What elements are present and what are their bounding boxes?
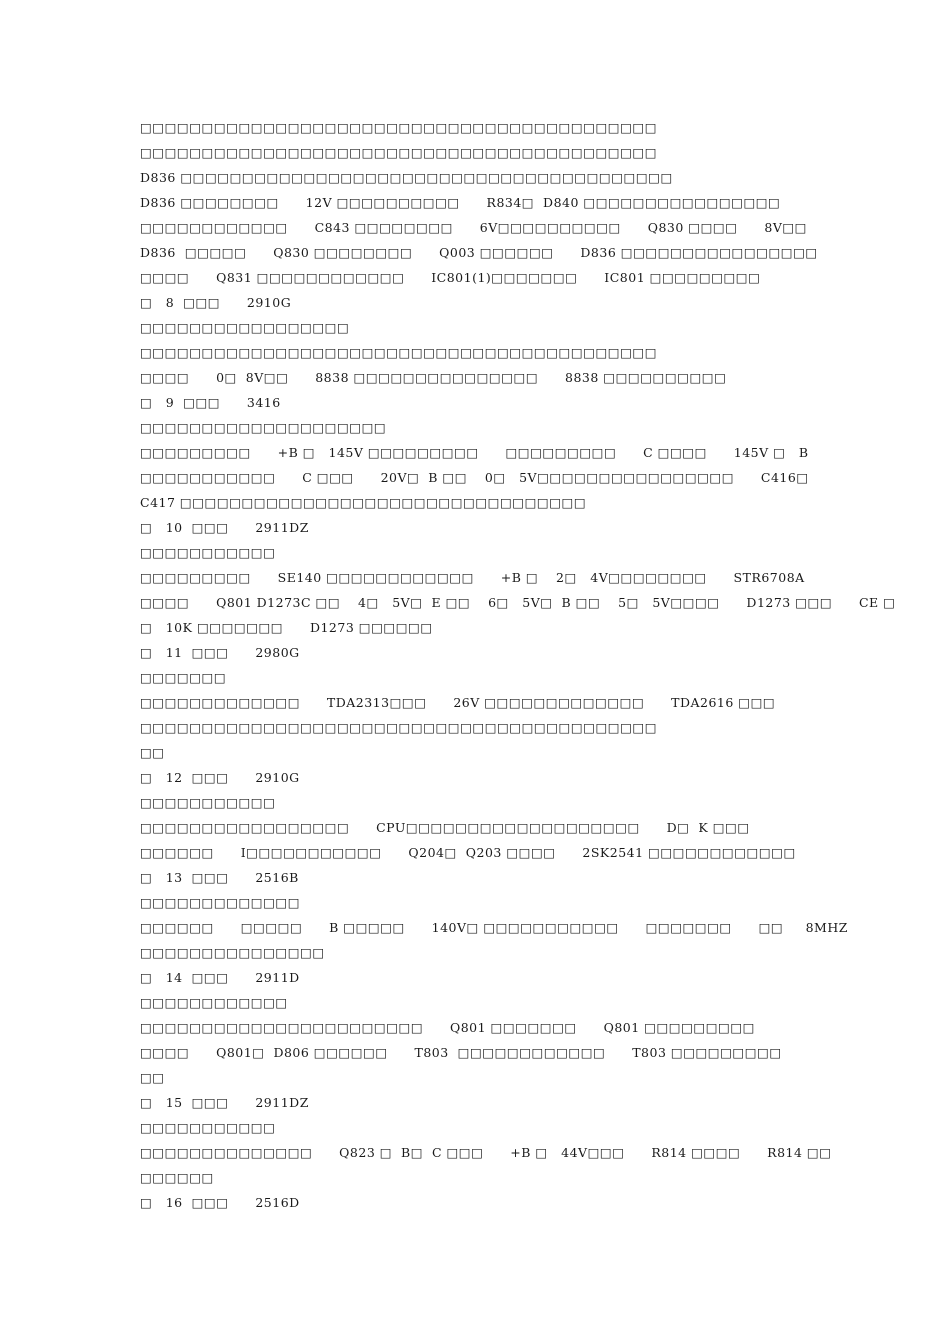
text-line: D836 □□□□□ Q830 □□□□□□□□ Q003 □□□□□□ D836 □□□□□□□□□□□□□□□□ [140,245,818,260]
text-line: □□□□□□□□□□□□□□□□□□□□□□□ Q801 □□□□□□□ Q801 □□□□□□□□□ [140,1020,755,1035]
section-heading: □ 12 □□□ 2910G [140,770,300,785]
text-line: □□□□□□□□□□□□□□□□□□□□□□□□□□□□□□□□□□□□□□□□□□ [140,145,658,160]
text-line: □□□□□□□□□□□ C □□□ 20V□ B □□ 0□ 5V□□□□□□□□□□□□□□□□ C416□ [140,470,809,485]
text-line: □□□□ Q831 □□□□□□□□□□□□ IC801(1)□□□□□□□ IC801 □□□□□□□□□ [140,270,761,285]
text-line: □□□□□□□□□□□□ [140,995,288,1010]
section-heading: □ 16 □□□ 2516D [140,1195,300,1210]
text-line: □□□□□□□□□□□□□□□□□ CPU□□□□□□□□□□□□□□□□□□□ D□ K □□□ [140,820,750,835]
section-heading: □ 14 □□□ 2911D [140,970,300,985]
text-line: □□□□□□□□□ SE140 □□□□□□□□□□□□ +B □ 2□ 4V□□□□□□□□ STR6708A [140,570,805,585]
text-line: □□□□□□□□□□□ [140,1120,276,1135]
text-line: □□□□□□□□□□□ [140,795,276,810]
text-line: □□□□ 0□ 8V□□ 8838 □□□□□□□□□□□□□□□ 8838 □□□□□□□□□□ [140,370,727,385]
text-line: D836 □□□□□□□□□□□□□□□□□□□□□□□□□□□□□□□□□□□□□□□□ [140,170,673,185]
text-line: □□□□□□□□□□□□□□□□□□□□□□□□□□□□□□□□□□□□□□□□□□ [140,120,658,135]
text-line: □□□□□□□□□□□□□ [140,895,301,910]
text-line: □□ [140,1070,165,1085]
text-line: □□□□□□□□□□□ [140,545,276,560]
text-line: □□□□ Q801□ D806 □□□□□□ T803 □□□□□□□□□□□□ T803 □□□□□□□□□ [140,1045,782,1060]
text-line: □□□□□□□□□□□□□□□□□□□□□□□□□□□□□□□□□□□□□□□□□□ [140,720,658,735]
section-heading: □ 10 □□□ 2911DZ [140,520,309,535]
text-line: □□□□□□□ [140,670,227,685]
section-heading: □ 11 □□□ 2980G [140,645,300,660]
text-line: □□□□□□ □□□□□ B □□□□□ 140V□ □□□□□□□□□□□ □□□□□□□ □□ 8MHZ [140,920,848,935]
text-line: □□□□□□□□□□□□□□□□□□□□□□□□□□□□□□□□□□□□□□□□□□ [140,345,658,360]
text-line: □□□□□□□□□□□□□□□ [140,945,325,960]
text-line: □□□□□□ I□□□□□□□□□□□ Q204□ Q203 □□□□ 2SK2541 □□□□□□□□□□□□ [140,845,796,860]
text-line: □□□□ Q801 D1273C □□ 4□ 5V□ E □□ 6□ 5V□ B □□ 5□ 5V□□□□ D1273 □□□ CE □ [140,595,896,610]
section-heading: □ 8 □□□ 2910G [140,295,292,310]
text-line: □□□□□□□□□□□□□ TDA2313□□□ 26V □□□□□□□□□□□□□ TDA2616 □□□ [140,695,776,710]
text-line: □□□□□□ [140,1170,214,1185]
text-line: □ 10K □□□□□□□ D1273 □□□□□□ [140,620,433,635]
section-heading: □ 13 □□□ 2516B [140,870,299,885]
section-heading: □ 9 □□□ 3416 [140,395,281,410]
text-line: □□□□□□□□□□□□□□□□□□□□ [140,420,387,435]
text-line: □□□□□□□□□ +B □ 145V □□□□□□□□□ □□□□□□□□□ C □□□□ 145V □ B [140,445,809,460]
text-line: D836 □□□□□□□□ 12V □□□□□□□□□□ R834□ D840 □□□□□□□□□□□□□□□□ [140,195,781,210]
text-line: C417 □□□□□□□□□□□□□□□□□□□□□□□□□□□□□□□□□ [140,495,587,510]
text-line: □□□□□□□□□□□□□□□□□ [140,320,350,335]
text-line: □□□□□□□□□□□□ C843 □□□□□□□□ 6V□□□□□□□□□□ Q830 □□□□ 8V□□ [140,220,807,235]
text-line: □□ [140,745,165,760]
text-line: □□□□□□□□□□□□□□ Q823 □ B□ C □□□ +B □ 44V□□□ R814 □□□□ R814 □□ [140,1145,832,1160]
section-heading: □ 15 □□□ 2911DZ [140,1095,309,1110]
